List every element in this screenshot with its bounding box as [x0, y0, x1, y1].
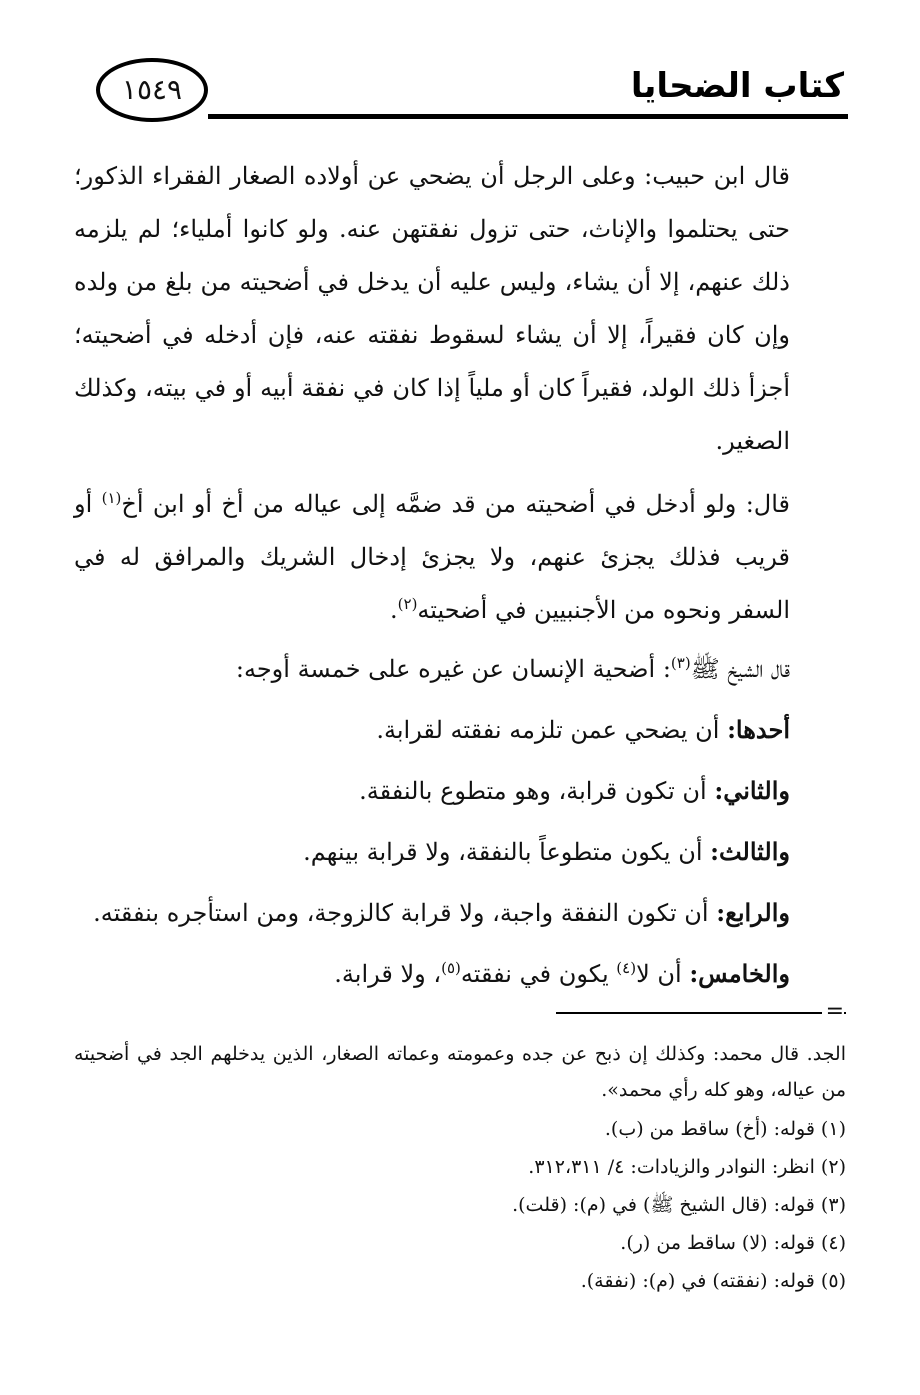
list-item-text-b: يكون في نفقته	[460, 960, 617, 988]
list-item-text: أن تكون قرابة، وهو متطوع بالنفقة.	[359, 777, 715, 805]
paragraph-qala-text-b: أو قريب فذلك يجزئ عنهم، ولا يجزئ إدخال الشريك والمرافق له في السفر ونحوه من الأجنبيين في أضحيته	[74, 490, 790, 624]
footnote-3: (٣) قوله: (قال الشيخ ﷺ) في (م): (قلت).	[512, 1194, 846, 1216]
paragraph-qala-text-c: .	[390, 596, 398, 624]
footnote-1: (١) قوله: (أخ) ساقط من (ب).	[604, 1118, 846, 1140]
paragraph-shaykh	[74, 651, 790, 687]
list-item-second	[74, 773, 790, 809]
footnote-4: (٤) قوله: (لا) ساقط من (ر).	[620, 1232, 846, 1254]
list-item-text-c: ، ولا قرابة.	[334, 960, 442, 988]
list-item-label: أحدها:	[727, 715, 790, 744]
footnote-ref-1: (١)	[101, 489, 122, 507]
footnote-ref-2: (٢)	[397, 595, 418, 613]
list-item-label: والثالث:	[710, 837, 790, 866]
footnote-separator	[556, 1012, 846, 1014]
list-item-first	[74, 712, 790, 748]
footnote-continuation: الجد. قال محمد: وكذلك إن ذبح عن جده وعمومته وعماته الصغار، الذين يدخلهم الجد في أضحيته من عياله، وهو كله رأي محمد».	[74, 1043, 846, 1101]
page-number: ١٥٤٩	[121, 73, 183, 106]
list-item-third	[74, 834, 790, 870]
list-item-text: أن يكون متطوعاً بالنفقة، ولا قرابة بينهم.	[303, 838, 711, 866]
list-item-fifth	[74, 956, 790, 992]
page-header	[96, 52, 848, 124]
footnote-continuation-mark: =	[822, 1000, 844, 1024]
paragraph-shaykh-text-a: قال الشيخ ﷺ	[690, 655, 790, 683]
footnote-5: (٥) قوله: (نفقته) في (م): (نفقة).	[580, 1270, 846, 1292]
paragraph-qala	[74, 478, 846, 637]
list-item-fourth	[74, 895, 790, 931]
header-rule	[208, 114, 848, 119]
paragraph-ibn-habib: قال ابن حبيب: وعلى الرجل أن يضحي عن أولاده الصغار الفقراء الذكور؛ حتى يحتلموا والإناث، حتى تزول نفقتهن عنه. ولو كانوا أملياء؛ لم يلزمه ذلك عنهم، إلا أن يشاء، وليس عليه أن يدخل في أضحيته من بلغ من ولده وإن كان فقيراً، إلا أن يشاء لسقوط نفقته عنه، فإن أدخله في أضحيته؛ أجزأ ذلك الولد، فقيراً كان أو ملياً إذا كان في نفقة أبيه أو في بيته، وكذلك الصغير.	[74, 162, 790, 455]
footnotes	[74, 1036, 846, 1302]
list-item-text-a: أن لا	[636, 960, 690, 988]
main-text	[74, 150, 846, 1017]
page-number-oval	[96, 58, 208, 122]
book-title: كتاب الضحايا	[630, 66, 844, 106]
footnote-ref-5: (٥)	[441, 959, 461, 977]
list-item-label: والرابع:	[716, 898, 790, 927]
paragraph-qala-text-a: قال: ولو أدخل في أضحيته من قد ضمَّه إلى عياله من أخ أو ابن أخ	[121, 490, 790, 518]
footnote-ref-3: (٣)	[670, 654, 691, 672]
paragraph-shaykh-text-b: : أضحية الإنسان عن غيره على خمسة أوجه:	[235, 655, 671, 683]
list-item-text: أن يضحي عمن تلزمه نفقته لقرابة.	[376, 716, 728, 744]
list-item-text: أن تكون النفقة واجبة، ولا قرابة كالزوجة، ومن استأجره بنفقته.	[93, 899, 717, 927]
list-item-label: والخامس:	[689, 959, 790, 988]
list-item-label: والثاني:	[714, 776, 790, 805]
footnote-ref-4: (٤)	[616, 959, 637, 977]
footnote-2: (٢) انظر: النوادر والزيادات: ٤/ ٣١٢،٣١١.	[528, 1156, 846, 1178]
